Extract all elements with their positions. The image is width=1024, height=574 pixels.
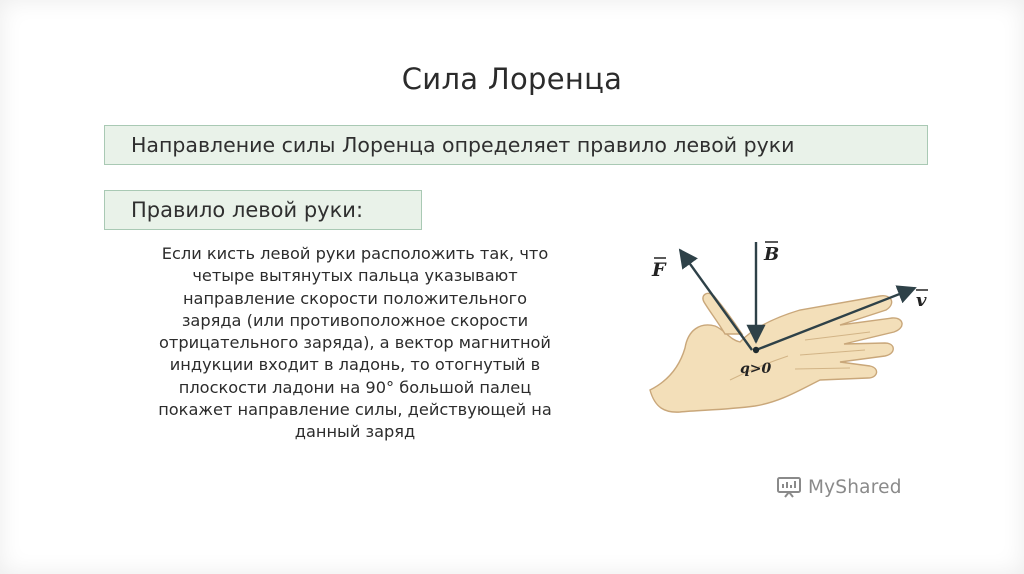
hand-illustration <box>650 293 902 412</box>
description-line: направление скорости положительного <box>182 288 528 308</box>
hand-diagram <box>630 230 950 430</box>
description-line: четыре вытянутых пальца указывают <box>192 266 518 286</box>
rule-heading-box <box>104 190 422 230</box>
description-line: данный заряд <box>294 422 416 442</box>
description-line: отрицательного заряда), а вектор магнитной <box>159 333 551 353</box>
slide-title: Сила Лоренца <box>401 62 623 96</box>
statement-text: Направление силы Лоренца определяет правило левой руки <box>131 132 795 157</box>
watermark <box>776 472 936 502</box>
velocity-label: v <box>916 290 927 311</box>
description-line: плоскости ладони на 90° большой палец <box>178 377 532 397</box>
force-label: F <box>652 259 666 281</box>
charge-label: q>0 <box>740 361 772 377</box>
field-label: B <box>764 244 780 265</box>
statement-box <box>104 125 928 165</box>
palm <box>650 296 902 412</box>
description-line: покажет направление силы, действующей на <box>158 400 552 420</box>
rule-description <box>105 243 605 444</box>
description-line: заряда (или противоположное скорости <box>181 310 529 330</box>
description-line: индукции входит в ладонь, то отогнутый в <box>169 355 541 375</box>
myshared-logo-icon <box>776 475 802 499</box>
description-line: Если кисть левой руки расположить так, что <box>161 244 549 263</box>
left-hand-rule-figure <box>630 230 950 430</box>
charge-point <box>753 347 759 353</box>
rule-heading-text: Правило левой руки: <box>131 197 364 222</box>
watermark-text: MyShared <box>808 476 902 498</box>
